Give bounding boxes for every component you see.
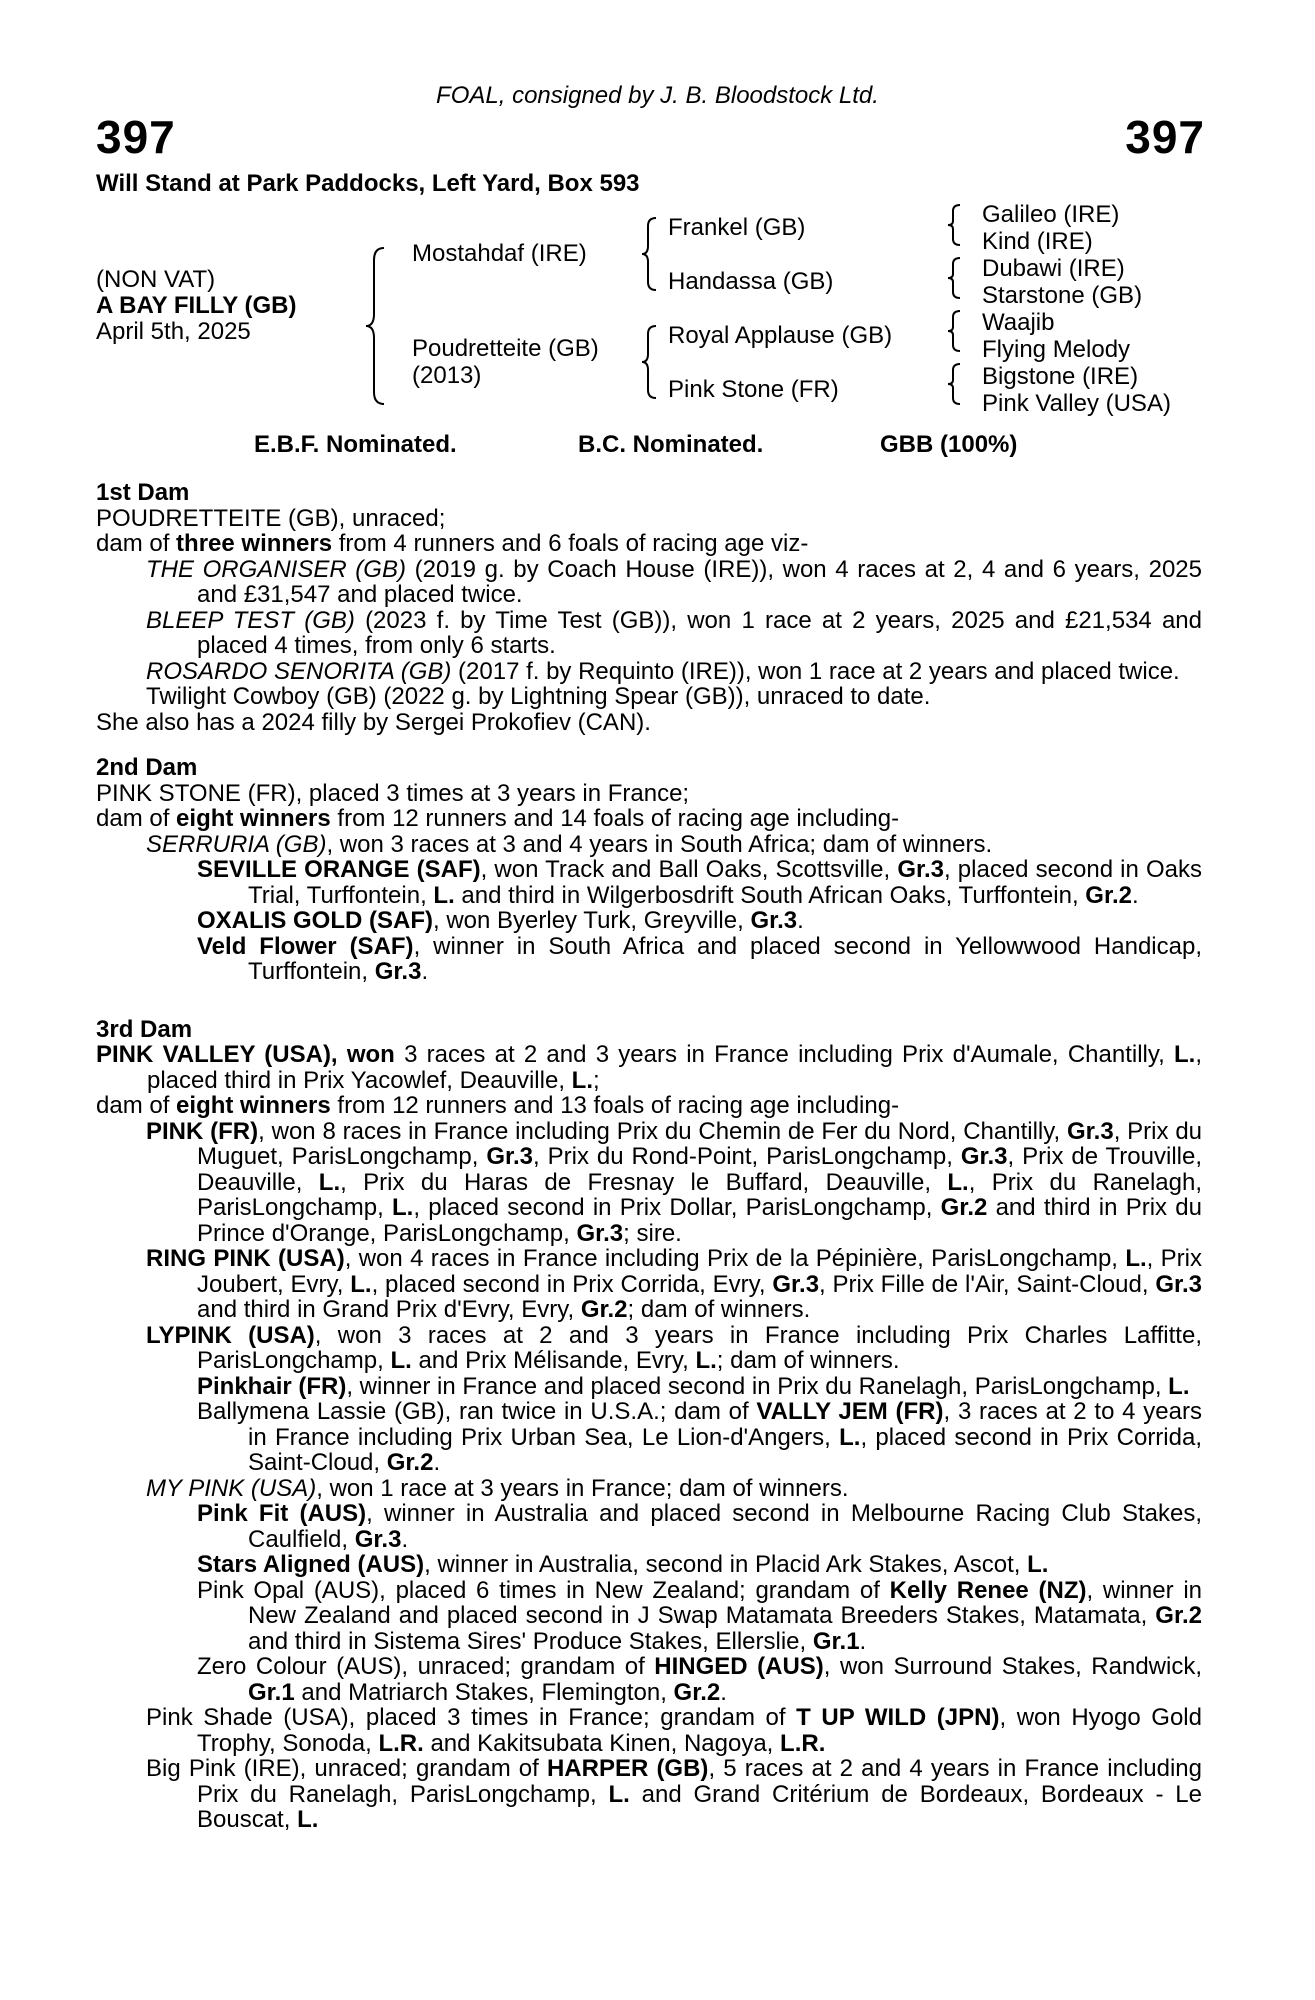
produce-entry: Twilight Cowboy (GB) (2022 g. by Lightning Spear (GB)), unraced to date.	[146, 683, 931, 710]
pedigree-brace	[366, 246, 390, 406]
produce-entry: BLEEP TEST (GB) (2023 f. by Time Test (GB)), won 1 race at 2 years, 2025 and £21,534 and placed 4 times, from only 6 starts.	[146, 606, 1202, 659]
vat-status: (NON VAT)	[96, 266, 216, 293]
grandproduce-entry: OXALIS GOLD (SAF), won Byerley Turk, Greyville, Gr.3.	[197, 907, 804, 934]
gen3-ancestor: Starstone (GB)	[982, 282, 1143, 309]
dam-sire: Royal Applause (GB)	[668, 322, 893, 349]
produce-entry: THE ORGANISER (GB) (2019 g. by Coach House (IRE)), won 4 races at 2, 4 and 6 years, 2025 and £31,547 and placed twice.	[146, 555, 1202, 608]
first-dam-note: She also has a 2024 filly by Sergei Prokofiev (CAN).	[96, 708, 651, 736]
second-dam-line: PINK STONE (FR), placed 3 times at 3 years in France;	[96, 779, 690, 807]
dam-foaled-year: (2013)	[412, 362, 482, 389]
third-dam-produce-summary: dam of eight winners from 12 runners and 13 foals of racing age including-	[96, 1092, 900, 1119]
produce-entry: PINK (FR), won 8 races in France including Prix du Chemin de Fer du Nord, Chantilly, Gr.3, Prix du Muguet, ParisLongchamp, Gr.3, Prix du Rond-Point, ParisLongchamp, Gr.3, Prix de Trouville, Deauville, L., Prix du Haras de Fresnay le Buffard, Deauville, L., Prix du Ranelagh, ParisLongchamp, L., placed second in Prix Dollar, ParisLongchamp, Gr.2 and third in Prix du Prince d'Orange, ParisLongchamp, Gr.3; sire.	[146, 1117, 1203, 1247]
grandproduce-entry: Zero Colour (AUS), unraced; grandam of HINGED (AUS), won Surround Stakes, Randwick, Gr.1 and Matriarch Stakes, Flemington, Gr.2.	[197, 1653, 1202, 1706]
bc-nomination: B.C. Nominated.	[578, 431, 764, 458]
gen3-ancestor: Kind (IRE)	[982, 228, 1093, 255]
dam-name: Poudretteite (GB)	[412, 335, 599, 362]
section-heading-3rd-dam: 3rd Dam	[96, 1015, 193, 1043]
sire-name: Mostahdaf (IRE)	[412, 240, 587, 267]
first-dam-produce-summary: dam of three winners from 4 runners and 6 foals of racing age viz-	[96, 530, 809, 557]
horse-description: A BAY FILLY (GB)	[96, 292, 297, 319]
grandproduce-entry: Pink Opal (AUS), placed 6 times in New Zealand; grandam of Kelly Renee (NZ), winner in New Zealand and placed second in J Swap Matamata Breeders Stakes, Matamata, Gr.2 and third in Sistema Sires' Produce Stakes, Ellerslie, Gr.1.	[197, 1576, 1203, 1655]
grandproduce-entry: Stars Aligned (AUS), winner in Australia, second in Placid Ark Stakes, Ascot, L.	[197, 1551, 1049, 1578]
grandproduce-entry: SEVILLE ORANGE (SAF), won Track and Ball Oaks, Scottsville, Gr.3, placed second in Oaks Trial, Turffontein, L. and third in Wilgerbosdrift South African Oaks, Turffontein, Gr.2.	[197, 856, 1202, 909]
lot-number-left: 397	[96, 111, 176, 163]
first-dam-line: POUDRETTEITE (GB), unraced;	[96, 504, 446, 532]
grandproduce-entry: Pinkhair (FR), winner in France and placed second in Prix du Ranelagh, ParisLongchamp, L.	[197, 1372, 1190, 1400]
foaling-date: April 5th, 2025	[96, 318, 251, 345]
gen3-ancestor: Galileo (IRE)	[982, 201, 1120, 228]
sire-brace	[642, 216, 660, 292]
sire-sire: Frankel (GB)	[668, 214, 806, 241]
catalogue-body	[96, 480, 1202, 1833]
produce-entry: LYPINK (USA), won 3 races at 2 and 3 years in France including Prix Charles Laffitte, ParisLongchamp, L. and Prix Mélisande, Evry, L.; dam of winners.	[146, 1321, 1202, 1374]
gen3-brace-3	[948, 309, 964, 353]
grandproduce-entry: Pink Fit (AUS), winner in Australia and placed second in Melbourne Racing Club Stakes, Caulfield, Gr.3.	[197, 1500, 1202, 1553]
gbb-rating: GBB (100%)	[880, 431, 1018, 458]
stand-location: Will Stand at Park Paddocks, Left Yard, Box 593	[96, 170, 640, 197]
gen3-ancestor: Flying Melody	[982, 336, 1131, 363]
produce-entry: SERRURIA (GB), won 3 races at 3 and 4 years in South Africa; dam of winners.	[146, 830, 993, 858]
consignor-line: FOAL, consigned by J. B. Bloodstock Ltd.	[436, 82, 879, 109]
produce-entry: MY PINK (USA), won 1 race at 3 years in France; dam of winners.	[146, 1474, 849, 1502]
section-heading-2nd-dam: 2nd Dam	[96, 754, 198, 781]
gen3-ancestor: Bigstone (IRE)	[982, 363, 1139, 390]
gen3-brace-2	[948, 256, 964, 300]
produce-entry: Pink Shade (USA), placed 3 times in France; grandam of T UP WILD (JPN), won Hyogo Gold Trophy, Sonoda, L.R. and Kakitsubata Kinen, Nagoya, L.R.	[146, 1704, 1202, 1757]
grandproduce-entry: Ballymena Lassie (GB), ran twice in U.S.A.; dam of VALLY JEM (FR), 3 races at 2 to 4 years in France including Prix Urban Sea, Le Lion-d'Angers, L., placed second in Prix Corrida, Saint-Cloud, Gr.2.	[197, 1398, 1202, 1476]
lot-number-right: 397	[1125, 111, 1205, 163]
gen3-brace-4	[948, 362, 964, 406]
grandproduce-entry: Veld Flower (SAF), winner in South Africa and placed second in Yellowwood Handicap, Turffontein, Gr.3.	[197, 932, 1203, 985]
dam-brace	[642, 324, 660, 400]
produce-entry: ROSARDO SENORITA (GB) (2017 f. by Requinto (IRE)), won 1 race at 2 years and placed twice.	[146, 657, 1180, 685]
sire-dam: Handassa (GB)	[668, 268, 834, 295]
produce-entry: RING PINK (USA), won 4 races in France including Prix de la Pépinière, ParisLongchamp, L., Prix Joubert, Evry, L., placed second in Prix Corrida, Evry, Gr.3, Prix Fille de l'Air, Saint-Cloud, Gr.3 and third in Grand Prix d'Evry, Evry, Gr.2; dam of winners.	[146, 1245, 1203, 1323]
produce-entry: Big Pink (IRE), unraced; grandam of HARPER (GB), 5 races at 2 and 4 years in France including Prix du Ranelagh, ParisLongchamp, L. and Grand Critérium de Bordeaux, Bordeaux - Le Bouscat, L.	[146, 1755, 1203, 1833]
gen3-ancestor: Dubawi (IRE)	[982, 255, 1125, 282]
section-heading-1st-dam: 1st Dam	[96, 479, 190, 506]
gen3-ancestor: Waajib	[982, 309, 1055, 336]
dam-dam: Pink Stone (FR)	[668, 376, 839, 403]
second-dam-produce-summary: dam of eight winners from 12 runners and 14 foals of racing age including-	[96, 805, 900, 832]
gen3-ancestor: Pink Valley (USA)	[982, 390, 1171, 417]
third-dam-line: PINK VALLEY (USA), won 3 races at 2 and 3 years in France including Prix d'Aumale, Chantilly, L., placed third in Prix Yacowlef, Deauville, L.;	[96, 1041, 1203, 1094]
ebf-nomination: E.B.F. Nominated.	[254, 431, 457, 458]
gen3-brace-1	[948, 203, 964, 247]
